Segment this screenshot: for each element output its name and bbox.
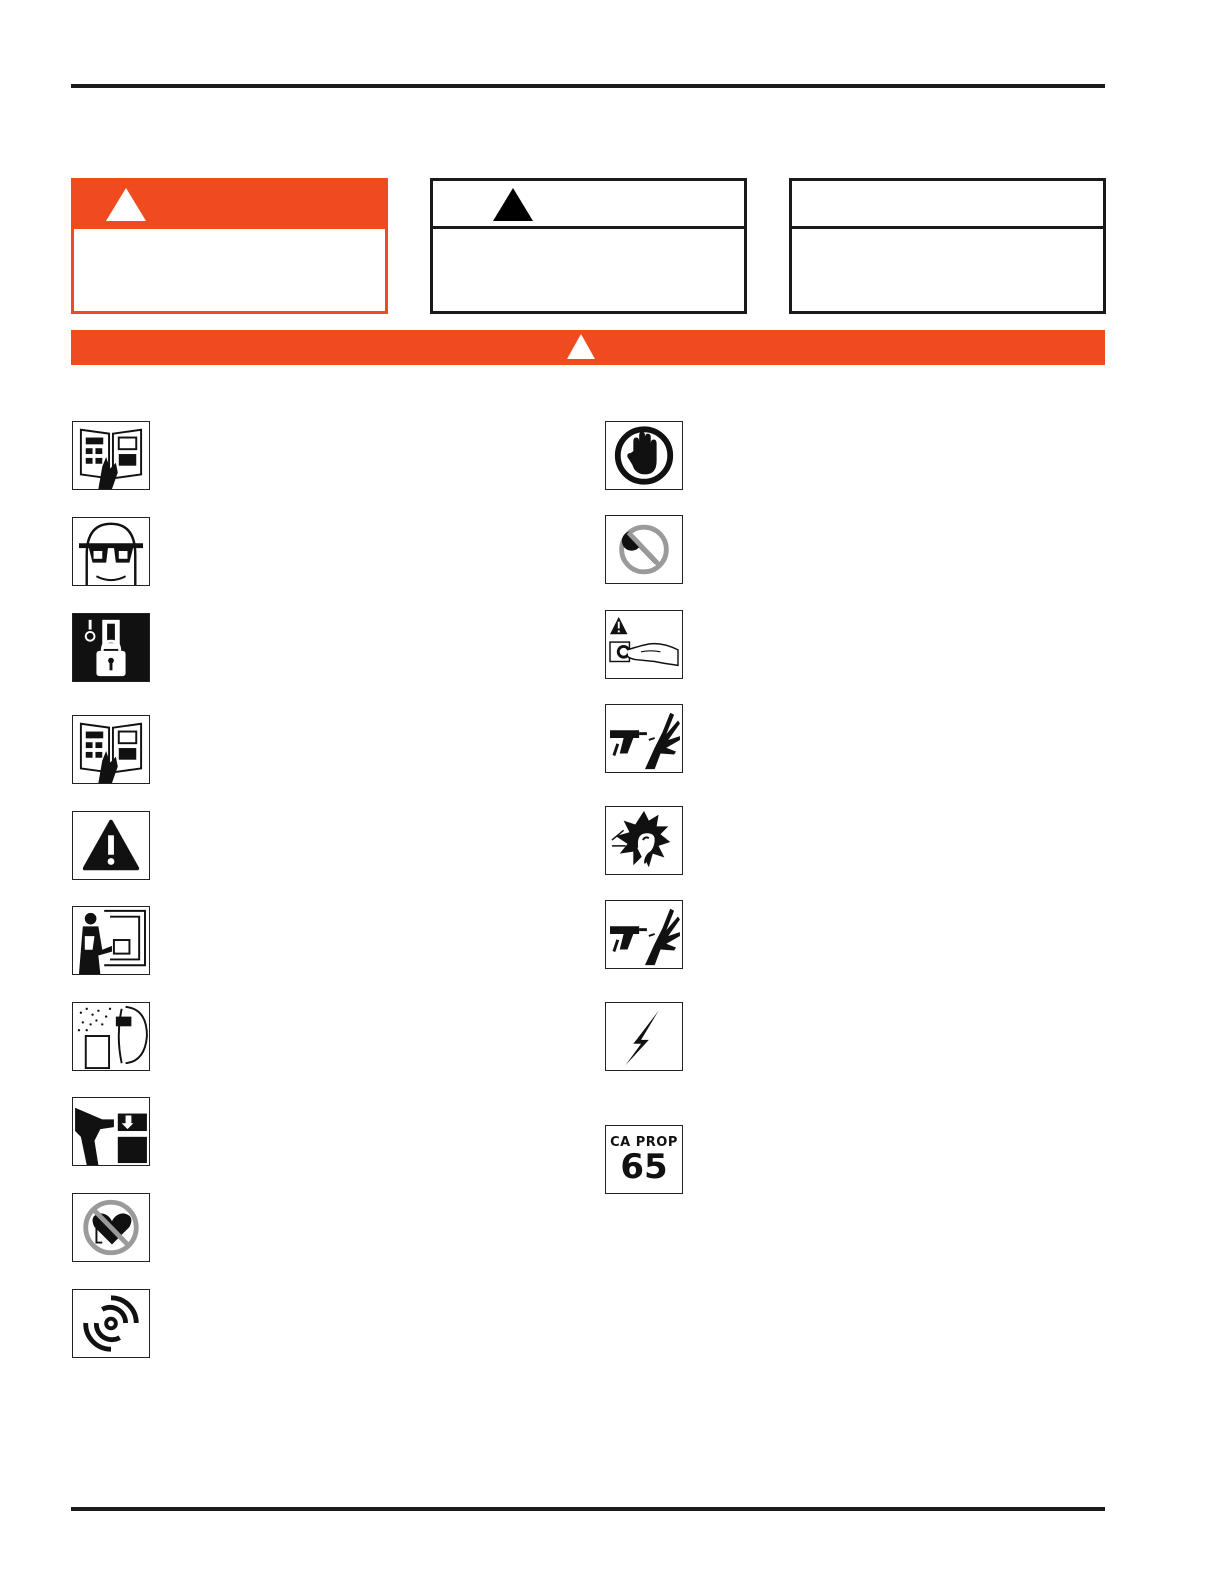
warning-banner [71, 330, 1105, 365]
ca-prop-65-icon [605, 1125, 683, 1194]
bottom-rule [71, 1507, 1105, 1511]
notice-box [789, 178, 1106, 314]
injection-hazard-icon [605, 704, 683, 773]
alert-triangle-icon [493, 188, 533, 221]
read-manual-icon [72, 421, 150, 490]
caution-header [433, 181, 744, 229]
alert-triangle-icon [106, 188, 146, 221]
entanglement-icon [72, 1289, 150, 1358]
eye-protection-icon [72, 517, 150, 586]
warning-box [71, 178, 388, 314]
notice-header [792, 181, 1103, 229]
read-manual-icon [72, 715, 150, 784]
spray-face-shield-icon [72, 1002, 150, 1071]
lockout-icon [72, 613, 150, 682]
general-hazard-icon [72, 811, 150, 880]
stop-hand-icon [605, 421, 683, 490]
caution-box [430, 178, 747, 314]
no-modification-icon [605, 515, 683, 584]
pressure-relief-button-icon [605, 610, 683, 679]
no-pacemaker-icon [72, 1193, 150, 1262]
trained-operator-icon [72, 906, 150, 975]
alert-triangle-icon [567, 334, 595, 359]
pinch-point-icon [72, 1097, 150, 1166]
injection-hazard-icon [605, 900, 683, 969]
top-rule [71, 84, 1105, 88]
prop65-line1: CA PROP [610, 1134, 678, 1150]
electric-shock-icon [605, 1002, 683, 1071]
warning-header [74, 181, 385, 229]
prop65-line2: 65 [620, 1146, 668, 1187]
hearing-protection-icon [605, 806, 683, 875]
